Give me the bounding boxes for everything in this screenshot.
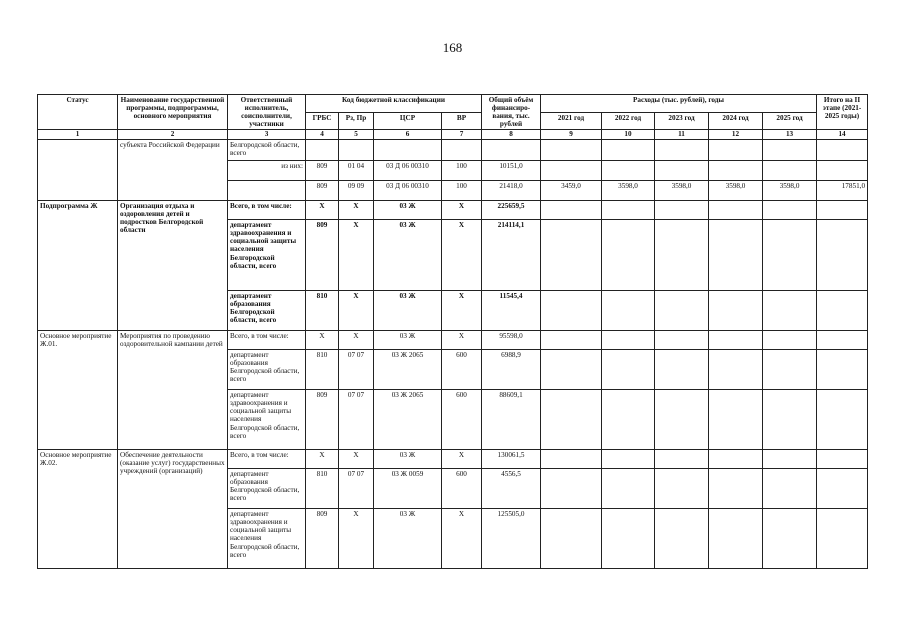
stage-total-cell: [817, 350, 868, 390]
grbs-cell: 809: [306, 220, 339, 291]
header-2021: 2021 год: [541, 112, 602, 130]
total-cell: 125505,0: [482, 509, 541, 569]
name-cell: Мероприятия по проведению оздоровительной кампании детей: [118, 331, 228, 450]
page-number: 168: [442, 40, 463, 55]
column-number: 6: [374, 130, 442, 140]
year-2023-cell: [655, 469, 709, 509]
header-2023: 2023 год: [655, 112, 709, 130]
stage-total-cell: 17851,0: [817, 181, 868, 201]
year-2022-cell: [602, 201, 655, 220]
grbs-cell: 809: [306, 390, 339, 450]
rzpr-cell: 07 07: [339, 350, 374, 390]
year-2021-cell: [541, 331, 602, 350]
total-cell: 95598,0: [482, 331, 541, 350]
year-2025-cell: [763, 220, 817, 291]
total-cell: 10151,0: [482, 161, 541, 181]
year-2024-cell: [709, 140, 763, 161]
stage-total-cell: [817, 390, 868, 450]
year-2023-cell: [655, 140, 709, 161]
header-expenses: Расходы (тыс. рублей), годы: [541, 95, 817, 113]
year-2024-cell: [709, 469, 763, 509]
vr-cell: Х: [442, 220, 482, 291]
year-2021-cell: [541, 350, 602, 390]
year-2025-cell: [763, 140, 817, 161]
name-cell: субъекта Российской Федерации: [118, 140, 228, 201]
executor-cell: [228, 181, 306, 201]
year-2025-cell: [763, 161, 817, 181]
header-csr: ЦСР: [374, 112, 442, 130]
rzpr-cell: 07 07: [339, 390, 374, 450]
year-2024-cell: [709, 291, 763, 331]
year-2021-cell: [541, 509, 602, 569]
name-cell: Организация отдыха и оздоровления детей и подростков Белгородской области: [118, 201, 228, 331]
column-number: 1: [38, 130, 118, 140]
year-2024-cell: [709, 390, 763, 450]
executor-cell: департамент образования Белгородской области, всего: [228, 291, 306, 331]
stage-total-cell: [817, 291, 868, 331]
csr-cell: 03 Ж 2065: [374, 390, 442, 450]
stage-total-cell: [817, 509, 868, 569]
year-2025-cell: [763, 291, 817, 331]
vr-cell: Х: [442, 450, 482, 469]
stage-total-cell: [817, 450, 868, 469]
year-2022-cell: [602, 390, 655, 450]
executor-cell: из них:: [228, 161, 306, 181]
total-cell: 225659,5: [482, 201, 541, 220]
vr-cell: 100: [442, 181, 482, 201]
vr-cell: Х: [442, 331, 482, 350]
rzpr-cell: Х: [339, 509, 374, 569]
year-2022-cell: [602, 469, 655, 509]
executor-cell: департамент образования Белгородской области, всего: [228, 350, 306, 390]
header-executor: Ответственный исполнитель, соисполнители, участники: [228, 95, 306, 130]
year-2022-cell: [602, 220, 655, 291]
year-2025-cell: [763, 350, 817, 390]
csr-cell: 03 Ж 2065: [374, 350, 442, 390]
total-cell: 4556,5: [482, 469, 541, 509]
grbs-cell: 810: [306, 291, 339, 331]
csr-cell: 03 Д 06 00310: [374, 161, 442, 181]
year-2021-cell: [541, 201, 602, 220]
year-2023-cell: [655, 350, 709, 390]
vr-cell: 100: [442, 161, 482, 181]
rzpr-cell: 01 04: [339, 161, 374, 181]
grbs-cell: Х: [306, 450, 339, 469]
csr-cell: [374, 140, 442, 161]
stage-total-cell: [817, 469, 868, 509]
total-cell: 130061,5: [482, 450, 541, 469]
year-2022-cell: [602, 450, 655, 469]
rzpr-cell: Х: [339, 220, 374, 291]
header-status: Статус: [38, 95, 118, 130]
year-2025-cell: [763, 469, 817, 509]
year-2023-cell: [655, 509, 709, 569]
grbs-cell: [306, 140, 339, 161]
executor-cell: Всего, в том числе:: [228, 201, 306, 220]
year-2025-cell: [763, 331, 817, 350]
column-number: 10: [602, 130, 655, 140]
year-2023-cell: [655, 331, 709, 350]
header-grbs: ГРБС: [306, 112, 339, 130]
year-2025-cell: [763, 509, 817, 569]
executor-cell: департамент здравоохранения и социальной защиты населения Белгородской области, всего: [228, 220, 306, 291]
header-budget-code: Код бюджетной классификации: [306, 95, 482, 113]
header-name: Наименование государственной программы, подпрограммы, основного мероприятия: [118, 95, 228, 130]
year-2021-cell: [541, 291, 602, 331]
grbs-cell: 810: [306, 469, 339, 509]
year-2024-cell: [709, 161, 763, 181]
grbs-cell: 809: [306, 181, 339, 201]
status-cell: Основное мероприятие Ж.01.: [38, 331, 118, 450]
column-number: 3: [228, 130, 306, 140]
year-2023-cell: [655, 291, 709, 331]
stage-total-cell: [817, 140, 868, 161]
csr-cell: 03 Ж: [374, 201, 442, 220]
year-2023-cell: [655, 450, 709, 469]
vr-cell: Х: [442, 509, 482, 569]
year-2024-cell: [709, 220, 763, 291]
grbs-cell: 809: [306, 509, 339, 569]
table-row: [38, 331, 868, 350]
column-number: 11: [655, 130, 709, 140]
csr-cell: 03 Ж: [374, 450, 442, 469]
table-row: [38, 201, 868, 220]
grbs-cell: 810: [306, 350, 339, 390]
executor-cell: департамент здравоохранения и социальной защиты населения Белгородской области, всего: [228, 390, 306, 450]
year-2024-cell: 3598,0: [709, 181, 763, 201]
vr-cell: Х: [442, 201, 482, 220]
name-cell: Обеспечение деятельности (оказание услуг) государственных учреждений (организаций): [118, 450, 228, 569]
status-cell: Подпрограмма Ж: [38, 201, 118, 331]
status-cell: [38, 140, 118, 201]
total-cell: 88609,1: [482, 390, 541, 450]
year-2025-cell: 3598,0: [763, 181, 817, 201]
year-2021-cell: [541, 161, 602, 181]
year-2021-cell: [541, 450, 602, 469]
column-number: 9: [541, 130, 602, 140]
year-2021-cell: [541, 469, 602, 509]
grbs-cell: Х: [306, 201, 339, 220]
year-2021-cell: [541, 140, 602, 161]
year-2024-cell: [709, 450, 763, 469]
year-2022-cell: 3598,0: [602, 181, 655, 201]
column-number: 5: [339, 130, 374, 140]
csr-cell: 03 Ж 0059: [374, 469, 442, 509]
year-2022-cell: [602, 161, 655, 181]
year-2022-cell: [602, 140, 655, 161]
header-row-1: [38, 95, 868, 113]
executor-cell: Белгородской области, всего: [228, 140, 306, 161]
year-2023-cell: 3598,0: [655, 181, 709, 201]
year-2023-cell: [655, 201, 709, 220]
vr-cell: 600: [442, 350, 482, 390]
year-2021-cell: 3459,0: [541, 181, 602, 201]
stage-total-cell: [817, 220, 868, 291]
csr-cell: 03 Ж: [374, 509, 442, 569]
year-2023-cell: [655, 220, 709, 291]
year-2024-cell: [709, 331, 763, 350]
total-cell: 21418,0: [482, 181, 541, 201]
vr-cell: Х: [442, 291, 482, 331]
column-number: 2: [118, 130, 228, 140]
rzpr-cell: 09 09: [339, 181, 374, 201]
header-stage-total: Итого на II этапе (2021-2025 годы): [817, 95, 868, 130]
csr-cell: 03 Ж: [374, 220, 442, 291]
year-2023-cell: [655, 161, 709, 181]
executor-cell: департамент образования Белгородской области, всего: [228, 469, 306, 509]
year-2025-cell: [763, 390, 817, 450]
rzpr-cell: Х: [339, 201, 374, 220]
rzpr-cell: [339, 140, 374, 161]
year-2024-cell: [709, 201, 763, 220]
stage-total-cell: [817, 331, 868, 350]
csr-cell: 03 Ж: [374, 331, 442, 350]
rzpr-cell: 07 07: [339, 469, 374, 509]
status-cell: Основное мероприятие Ж.02.: [38, 450, 118, 569]
year-2024-cell: [709, 350, 763, 390]
rzpr-cell: Х: [339, 450, 374, 469]
header-rzpr: Рз, Пр: [339, 112, 374, 130]
column-number: 8: [482, 130, 541, 140]
csr-cell: 03 Д 06 00310: [374, 181, 442, 201]
header-total: Общий объём финансиро-вания, тыс. рублей: [482, 95, 541, 130]
column-number-row: [38, 130, 868, 140]
year-2025-cell: [763, 201, 817, 220]
column-number: 12: [709, 130, 763, 140]
total-cell: [482, 140, 541, 161]
year-2021-cell: [541, 390, 602, 450]
rzpr-cell: Х: [339, 331, 374, 350]
total-cell: 214114,1: [482, 220, 541, 291]
total-cell: 6988,9: [482, 350, 541, 390]
vr-cell: [442, 140, 482, 161]
year-2025-cell: [763, 450, 817, 469]
column-number: 7: [442, 130, 482, 140]
grbs-cell: Х: [306, 331, 339, 350]
header-vr: ВР: [442, 112, 482, 130]
header-2022: 2022 год: [602, 112, 655, 130]
column-number: 14: [817, 130, 868, 140]
stage-total-cell: [817, 161, 868, 181]
grbs-cell: 809: [306, 161, 339, 181]
year-2022-cell: [602, 509, 655, 569]
csr-cell: 03 Ж: [374, 291, 442, 331]
year-2021-cell: [541, 220, 602, 291]
header-2024: 2024 год: [709, 112, 763, 130]
year-2022-cell: [602, 331, 655, 350]
column-number: 4: [306, 130, 339, 140]
column-number: 13: [763, 130, 817, 140]
table-row: [38, 140, 868, 161]
year-2022-cell: [602, 291, 655, 331]
total-cell: 11545,4: [482, 291, 541, 331]
vr-cell: 600: [442, 469, 482, 509]
executor-cell: Всего, в том числе:: [228, 331, 306, 350]
year-2022-cell: [602, 350, 655, 390]
table-row: [38, 450, 868, 469]
rzpr-cell: Х: [339, 291, 374, 331]
budget-table: [37, 94, 868, 569]
stage-total-cell: [817, 201, 868, 220]
header-2025: 2025 год: [763, 112, 817, 130]
executor-cell: департамент здравоохранения и социальной защиты населения Белгородской области, всего: [228, 509, 306, 569]
year-2023-cell: [655, 390, 709, 450]
year-2024-cell: [709, 509, 763, 569]
vr-cell: 600: [442, 390, 482, 450]
executor-cell: Всего, в том числе:: [228, 450, 306, 469]
